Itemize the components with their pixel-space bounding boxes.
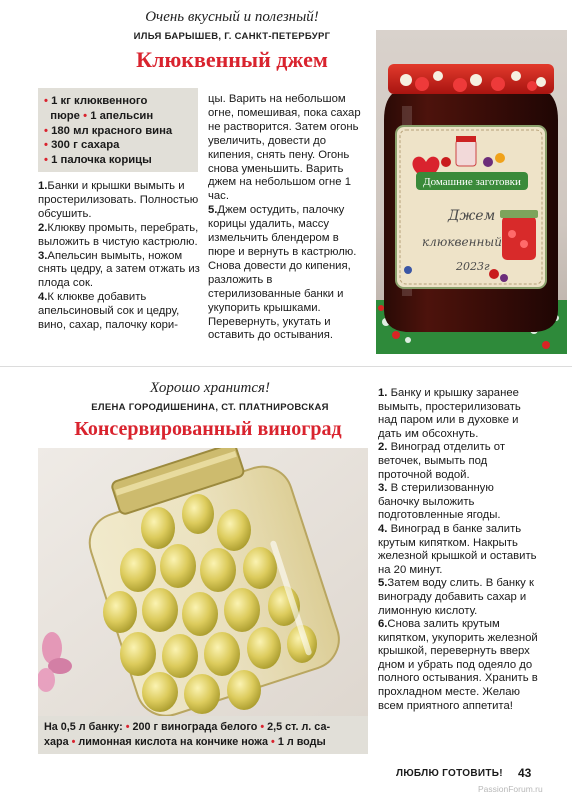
recipe1-tagline: Очень вкусный и полезный! [145, 9, 319, 25]
recipe1-author: ИЛЬЯ БАРЫШЕВ, Г. САНКТ-ПЕТЕРБУРГ [133, 31, 331, 42]
ingredient-item: лимонная кислота на кончике ножа [78, 736, 269, 748]
ingredient-item: 1 кг клюквенного [51, 95, 148, 107]
step-text: В стерилизованную баночку выложить подготовленные ягоды. [378, 482, 501, 522]
step-number: 2. [38, 221, 48, 234]
ingredient-item: 1 апельсин [90, 109, 154, 122]
step-text: К клюкве добавить апельсиновый сок и цедру, вино, сахар, палочку кори- [38, 291, 180, 332]
step-number: 4. [378, 522, 388, 535]
step-text: Апельсин вымыть, ножом снять цедру, а затем отжать из плода сок. [38, 249, 200, 290]
step-number: 3. [378, 482, 388, 495]
step-number: 2. [378, 441, 388, 454]
jar-label-title: Домашние заготовки [423, 176, 521, 188]
ingredients-lead: На 0,5 л банку: [44, 721, 123, 733]
step-text: Виноград отделить от веточек, вымыть под проточной водой. [378, 441, 505, 481]
bullet-icon: • [44, 154, 48, 167]
step-text: Банку и крышку заранее вымыть, простерилизовать над паром или в духовке и дать им обсохнуть. [378, 387, 521, 440]
step-number: 1. [378, 387, 388, 399]
bullet-icon: • [271, 736, 275, 748]
recipe2-steps [378, 387, 538, 713]
step-number: 3. [38, 249, 48, 262]
step-number: 1. [38, 180, 48, 192]
ingredient-item: 200 г винограда белого [132, 721, 258, 733]
step-text: Виноград в банке залить крутым кипятком. Накрыть железной крышкой и оставить на 20 минут. [378, 522, 537, 576]
bullet-icon: • [71, 736, 76, 748]
jar-label-line2: клюквенный [422, 235, 502, 249]
pickled-grapes-jar-photo [38, 448, 368, 716]
magazine-name: ЛЮБЛЮ ГОТОВИТЬ! [396, 768, 503, 779]
ingredient-item: 180 мл красного вина [51, 124, 173, 137]
bullet-icon: • [44, 95, 48, 107]
recipe2-title: Консервированный виноград [74, 418, 342, 440]
step-number: 4. [38, 291, 48, 304]
step-text: цы. Варить на небольшом огне, помешивая, пока сахар не растворится. Затем огонь увеличить, довести до кипения, снять пену. Огонь снова уменьшить. Варить джем на небольшом огне 1 час. [208, 93, 361, 203]
recipe2-author: ЕЛЕНА ГОРОДИШЕНИНА, СТ. ПЛАТНИРОВСКАЯ [91, 402, 329, 413]
ingredient-item: 1 л воды [277, 736, 326, 748]
step-number: 6. [378, 618, 388, 631]
bullet-icon: • [260, 721, 265, 733]
jar-label-line1: Джем [448, 208, 496, 224]
recipe2-ingredients [44, 720, 370, 750]
step-text: Снова залить крутым кипятком, укупорить железной крышкой, перевернуть вверх дном и убрать под одеяло до полного остывания. Хранить в прохладном месте. Желаю всем приятного аппетита! [378, 618, 538, 712]
step-text: Затем воду слить. В банку к винограду добавить сахар и лимонную кислоту. [378, 577, 534, 617]
bullet-icon: • [83, 109, 88, 122]
recipe1-ingredients [44, 94, 172, 168]
ingredient-item: пюре [50, 109, 80, 122]
section-divider [0, 366, 572, 367]
bullet-icon: • [44, 139, 48, 152]
ingredient-item: хара [44, 736, 69, 748]
watermark: PassionForum.ru [478, 784, 543, 794]
recipe1-steps-col2 [208, 93, 368, 343]
recipe1-steps-col1 [38, 180, 200, 333]
cranberry-jam-jar-photo [376, 30, 567, 354]
bullet-icon: • [125, 721, 130, 733]
step-text: Клюкву промыть, перебрать, выложить в чистую кастрюлю. [38, 221, 199, 248]
step-text: Джем остудить, палочку корицы удалить, массу измельчить блендером в пюре и вернуть в кастрюлю. Снова довести до кипения, разложить в стерилизованные банки и укупорить крышками. Перевернуть, укутать и оставить до остывания. [208, 204, 357, 342]
recipe2-tagline: Хорошо хранится! [150, 380, 270, 396]
step-number: 5. [378, 577, 388, 590]
page-number: 43 [518, 766, 532, 780]
ingredient-item: 300 г сахара [51, 139, 120, 152]
recipe1-title: Клюквенный джем [136, 47, 328, 72]
ingredient-item: 1 палочка корицы [51, 154, 152, 167]
jar-label-line3: 2023г [456, 260, 490, 273]
step-number: 5. [208, 204, 218, 217]
bullet-icon: • [44, 124, 48, 137]
step-text: Банки и крышки вымыть и простерилизовать. Полностью обсушить. [38, 180, 199, 220]
ingredient-item: 2,5 ст. л. са- [267, 721, 331, 733]
